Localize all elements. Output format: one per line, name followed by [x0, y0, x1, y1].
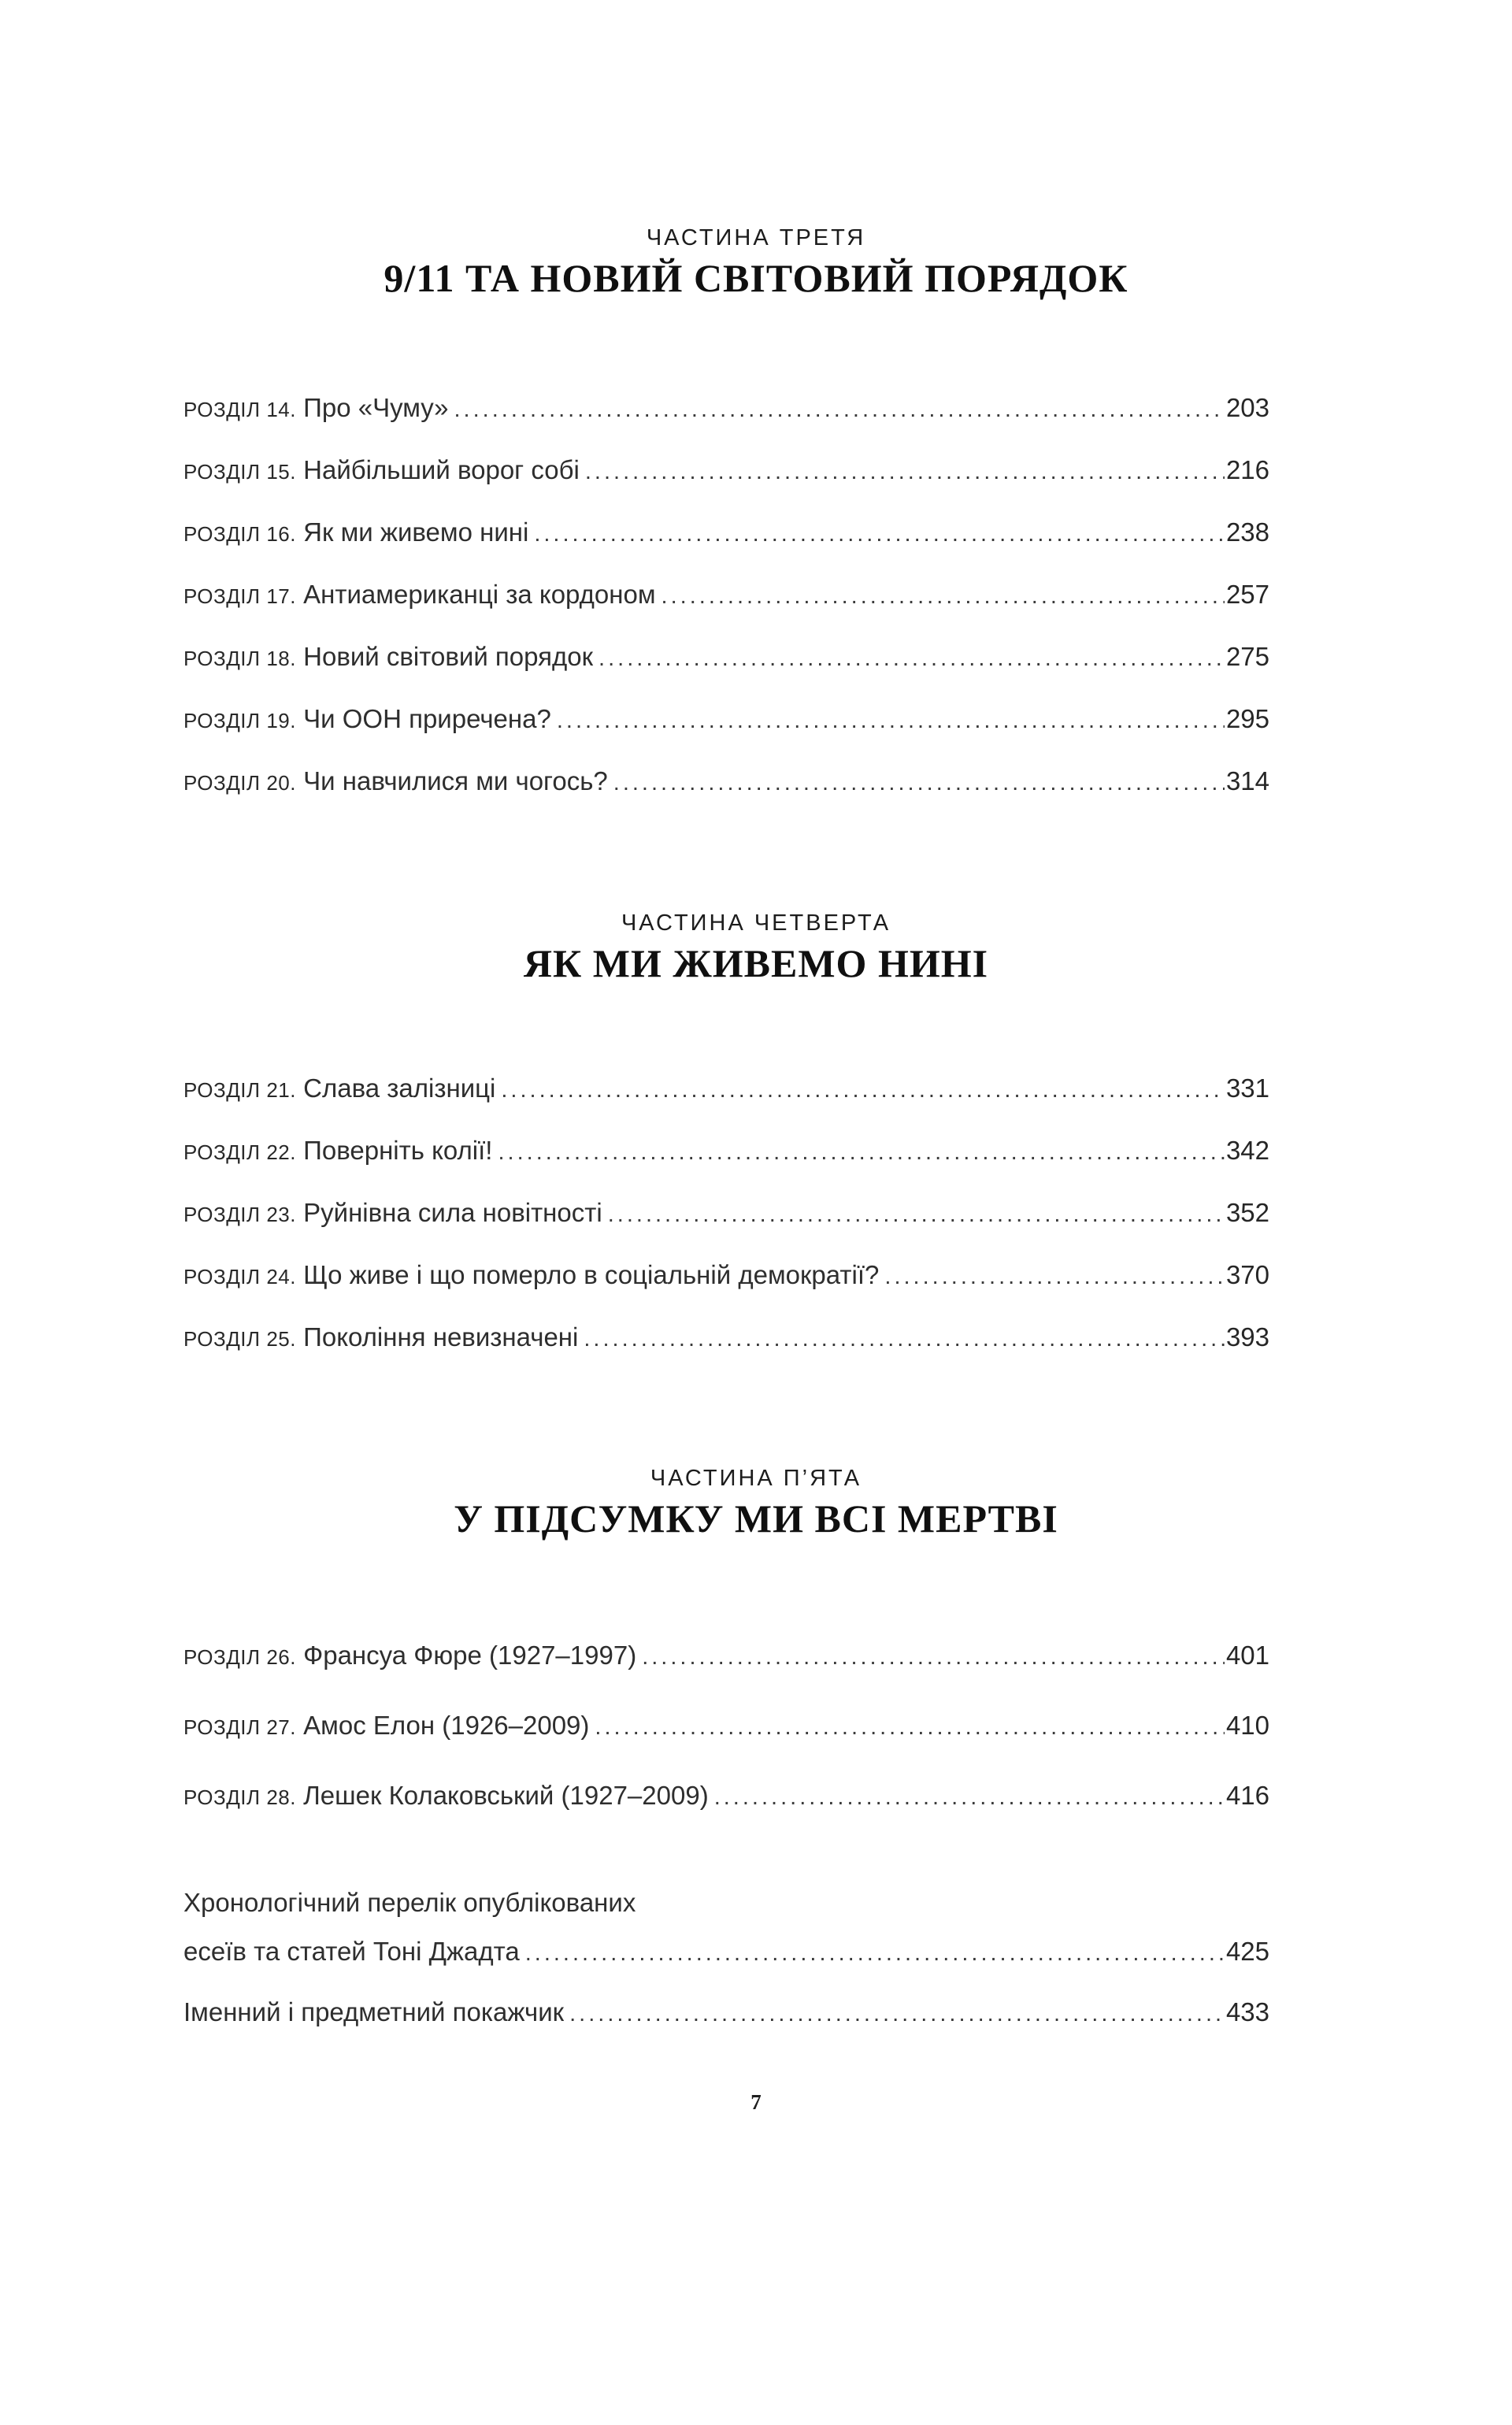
chapter-title: Як ми живемо нині	[303, 517, 529, 547]
dot-leader	[598, 642, 1225, 673]
chapter-title: Чи навчилися ми чогось?	[303, 766, 608, 795]
chapter-text	[183, 1198, 602, 1229]
chapter-label: РОЗДІЛ 14.	[183, 398, 296, 421]
toc-entry-ch17	[183, 580, 1269, 611]
chapter-page-number: 216	[1225, 455, 1269, 484]
chapter-label: РОЗДІЛ 21.	[183, 1078, 296, 1102]
chapter-text	[183, 455, 580, 487]
dot-leader	[595, 1711, 1225, 1742]
dot-leader	[585, 455, 1225, 487]
toc-page	[0, 225, 1512, 2115]
toc-list-part-4	[183, 1073, 1269, 1354]
back-matter-title	[183, 1937, 520, 1967]
chapter-page-number: 295	[1225, 704, 1269, 733]
chapter-title: Амос Елон (1926–2009)	[303, 1711, 590, 1740]
dot-leader	[613, 766, 1225, 798]
chapter-text	[183, 704, 551, 736]
toc-entry-ch15	[183, 455, 1269, 487]
part-5-section	[0, 1466, 1512, 1812]
back-matter-title-text: Іменний і предметний покажчик	[183, 1997, 565, 2026]
chapter-page-number: 203	[1225, 393, 1269, 422]
chapter-title: Антиамериканці за кордоном	[303, 580, 656, 609]
chapter-text	[183, 642, 593, 673]
dot-leader	[498, 1136, 1224, 1167]
chapter-text	[183, 393, 449, 425]
part-4-section	[0, 910, 1512, 1354]
chapter-text	[183, 1073, 495, 1105]
chapter-title: Найбільший ворог собі	[303, 455, 580, 484]
chapter-title: Руйнівна сила новітності	[303, 1198, 602, 1227]
chapter-page-number: 342	[1225, 1136, 1269, 1165]
dot-leader	[454, 393, 1225, 425]
toc-list-part-3	[183, 393, 1269, 798]
part-5-kicker: ЧАСТИНА П’ЯТА	[650, 1466, 862, 1491]
back-matter-title: Хронологічний перелік опублікованих	[183, 1888, 636, 1917]
dot-leader	[608, 1198, 1225, 1229]
toc-entry-ch25	[183, 1322, 1269, 1354]
chapter-label: РОЗДІЛ 17.	[183, 584, 296, 608]
dot-leader	[884, 1260, 1225, 1292]
chapter-page-number: 331	[1225, 1073, 1269, 1103]
toc-entry-ch16	[183, 517, 1269, 549]
chapter-page-number: 370	[1225, 1260, 1269, 1289]
chapter-text	[183, 580, 656, 611]
chapter-label: РОЗДІЛ 25.	[183, 1327, 296, 1351]
chapter-text	[183, 1711, 589, 1742]
chapter-page-number: 393	[1225, 1322, 1269, 1352]
part-5-header	[0, 1466, 1512, 1541]
part-3-section	[0, 225, 1512, 798]
toc-entry-index	[183, 1997, 1269, 2029]
dot-leader	[557, 704, 1225, 736]
dot-leader	[525, 1937, 1225, 1968]
toc-entry-ch14	[183, 393, 1269, 425]
chapter-title: Покоління невизначені	[303, 1322, 579, 1352]
toc-entry-ch21	[183, 1073, 1269, 1105]
dot-leader	[501, 1073, 1225, 1105]
folio-page-number: 7	[750, 2090, 762, 2114]
dot-leader	[714, 1781, 1225, 1812]
chapter-text	[183, 1641, 636, 1672]
dot-leader	[569, 1997, 1225, 2029]
chapter-page-number: 275	[1225, 642, 1269, 671]
chapter-title: Слава залізниці	[303, 1073, 496, 1103]
back-matter-page-number: 425	[1225, 1937, 1269, 1966]
chapter-title: Поверніть колії!	[303, 1136, 493, 1165]
toc-entry-ch28	[183, 1781, 1269, 1812]
toc-entry-chronology-line-2	[183, 1937, 1269, 1968]
dot-leader	[662, 580, 1225, 611]
toc-entry-ch19	[183, 704, 1269, 736]
chapter-page-number: 401	[1225, 1641, 1269, 1670]
part-4-kicker: ЧАСТИНА ЧЕТВЕРТА	[621, 910, 891, 936]
chapter-text	[183, 517, 528, 549]
part-3-title: 9/11 ТА НОВИЙ СВІТОВИЙ ПОРЯДОК	[384, 256, 1128, 300]
chapter-label: РОЗДІЛ 20.	[183, 771, 296, 795]
back-matter-section	[0, 1888, 1512, 2029]
chapter-title: Лешек Колаковський (1927–2009)	[303, 1781, 709, 1810]
back-matter-title	[183, 1997, 564, 2027]
toc-list-part-5	[183, 1641, 1269, 1812]
chapter-title: Чи ООН приречена?	[303, 704, 551, 733]
chapter-title: Що живе і що померло в соціальній демократії?	[303, 1260, 880, 1289]
chapter-label: РОЗДІЛ 26.	[183, 1645, 296, 1669]
chapter-text	[183, 766, 608, 798]
part-4-header	[0, 910, 1512, 985]
chapter-label: РОЗДІЛ 24.	[183, 1265, 296, 1289]
chapter-label: РОЗДІЛ 15.	[183, 460, 296, 484]
toc-entry-ch26	[183, 1641, 1269, 1672]
chapter-text	[183, 1136, 492, 1167]
toc-list-back-matter	[183, 1888, 1269, 2029]
dot-leader	[584, 1322, 1225, 1354]
toc-entry-ch27	[183, 1711, 1269, 1742]
chapter-label: РОЗДІЛ 16.	[183, 522, 296, 546]
chapter-label: РОЗДІЛ 27.	[183, 1715, 296, 1739]
back-matter-title-text: есеїв та статей Тоні Джадта	[183, 1937, 520, 1966]
chapter-title: Франсуа Фюре (1927–1997)	[303, 1641, 637, 1670]
part-5-title: У ПІДСУМКУ МИ ВСІ МЕРТВІ	[454, 1496, 1058, 1541]
chapter-page-number: 238	[1225, 517, 1269, 547]
back-matter-page-number: 433	[1225, 1997, 1269, 2026]
chapter-title: Новий світовий порядок	[303, 642, 594, 671]
chapter-page-number: 314	[1225, 766, 1269, 795]
dot-leader	[534, 517, 1225, 549]
toc-entry-ch24	[183, 1260, 1269, 1292]
chapter-label: РОЗДІЛ 19.	[183, 709, 296, 732]
toc-entry-chronology-line-1	[183, 1888, 1269, 1918]
chapter-label: РОЗДІЛ 18.	[183, 647, 296, 670]
part-4-title: ЯК МИ ЖИВЕМО НИНІ	[523, 941, 989, 985]
chapter-page-number: 410	[1225, 1711, 1269, 1740]
chapter-label: РОЗДІЛ 23.	[183, 1203, 296, 1226]
part-3-kicker: ЧАСТИНА ТРЕТЯ	[646, 225, 866, 250]
toc-entry-ch18	[183, 642, 1269, 673]
chapter-text	[183, 1260, 879, 1292]
chapter-label: РОЗДІЛ 22.	[183, 1140, 296, 1164]
chapter-page-number: 257	[1225, 580, 1269, 609]
chapter-title: Про «Чуму»	[303, 393, 449, 422]
toc-entry-ch22	[183, 1136, 1269, 1167]
chapter-text	[183, 1781, 709, 1812]
part-3-header	[0, 225, 1512, 300]
chapter-page-number: 416	[1225, 1781, 1269, 1810]
chapter-text	[183, 1322, 578, 1354]
dot-leader	[642, 1641, 1225, 1672]
toc-entry-ch23	[183, 1198, 1269, 1229]
toc-entry-ch20	[183, 766, 1269, 798]
chapter-page-number: 352	[1225, 1198, 1269, 1227]
chapter-label: РОЗДІЛ 28.	[183, 1785, 296, 1809]
